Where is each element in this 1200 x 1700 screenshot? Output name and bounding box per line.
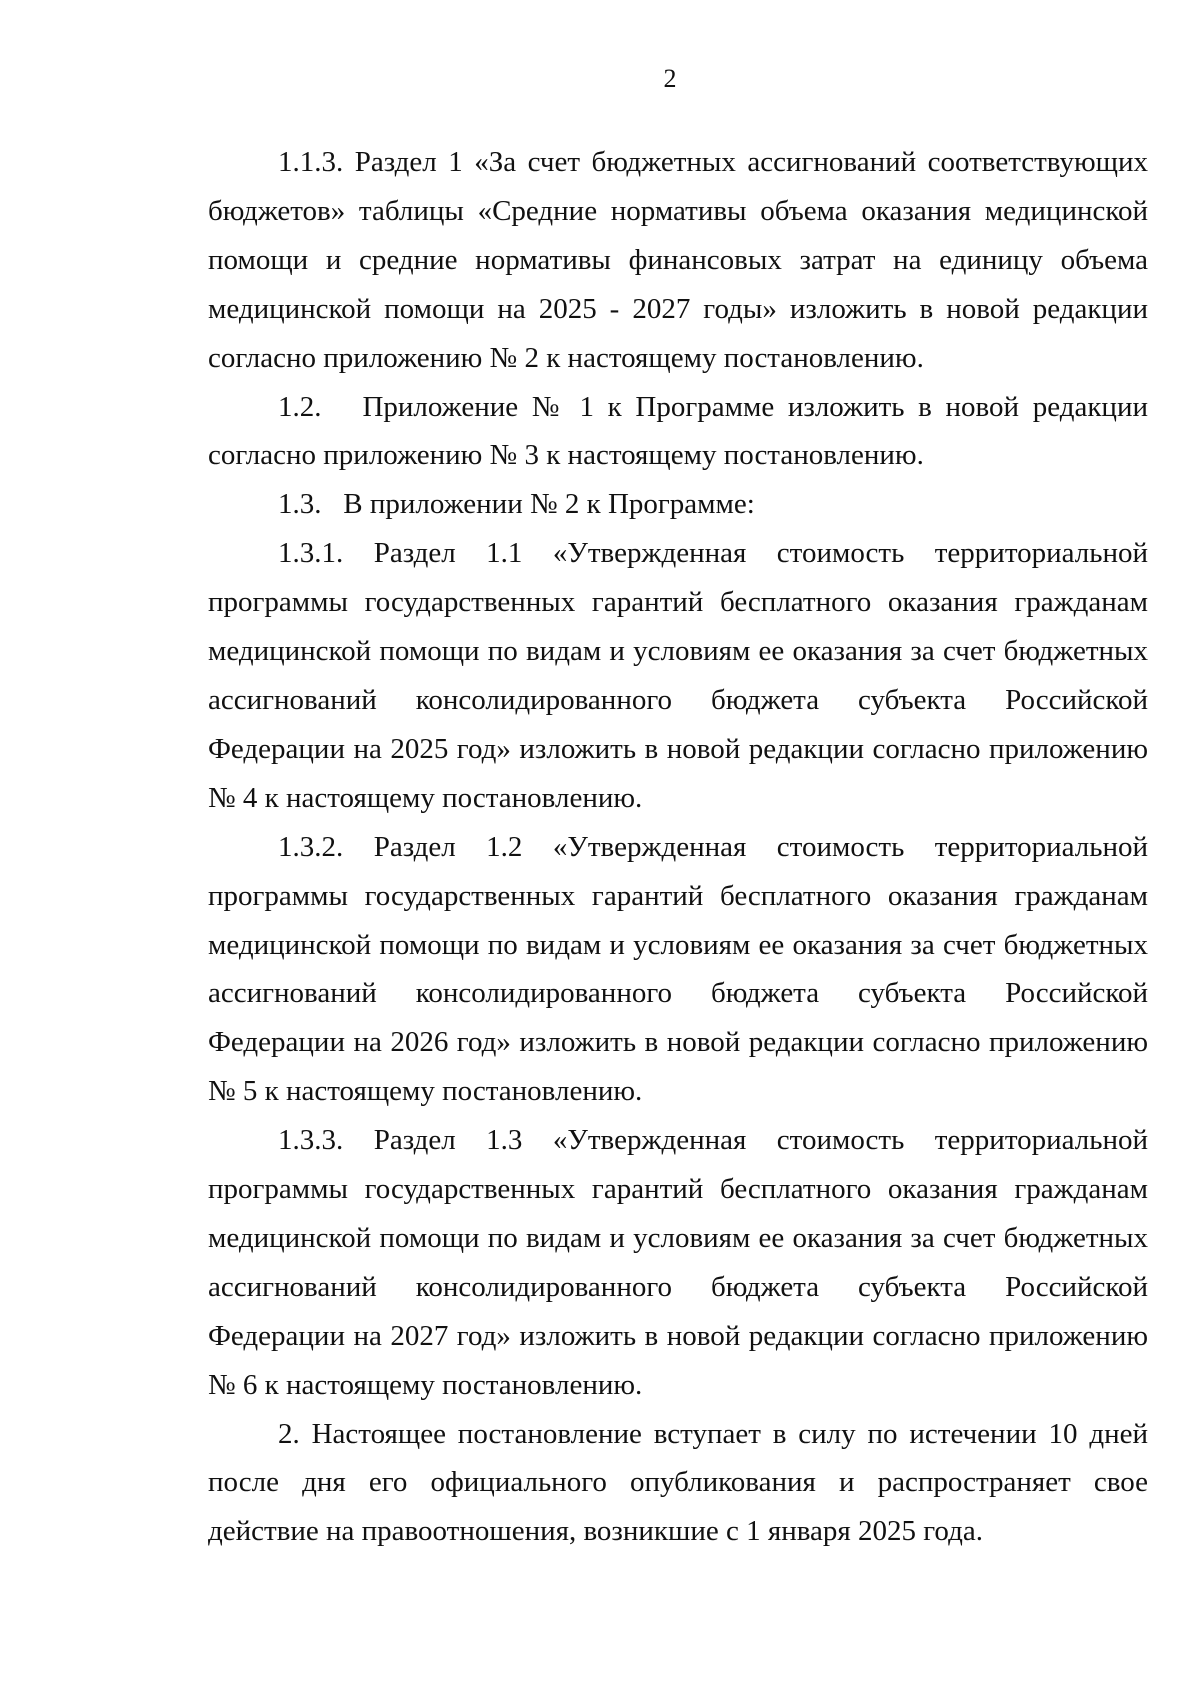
- paragraph-1-3: 1.3. В приложении № 2 к Программе:: [278, 488, 755, 521]
- document-body: [208, 138, 1156, 1556]
- paragraph-1-1-3: 1.1.3. Раздел 1 «За счет бюджетных ассигнований соответствующих бюджетов» таблицы «Средние нормативы объема оказания медицинской помощи и средние нормативы финансовых затрат на единицу объема медицинской помощи на 2025 - 2027 годы» изложить в новой редакции согласно приложению № 2 к настоящему постановлению.: [208, 146, 1148, 374]
- paragraph-1-2: 1.2. Приложение № 1 к Программе изложить в новой редакции согласно приложению № 3 к настоящему постановлению.: [208, 390, 1156, 472]
- paragraph-1-3-3: 1.3.3. Раздел 1.3 «Утвержденная стоимость территориальной программы государственных гарантий бесплатного оказания гражданам медицинской помощи по видам и условиям ее оказания за счет бюджетных ассигнований консолидированного бюджета субъекта Российской Федерации на 2027 год» изложить в новой редакции согласно приложению № 6 к настоящему постановлению.: [208, 1124, 1148, 1401]
- paragraph-1-3-1: 1.3.1. Раздел 1.1 «Утвержденная стоимость территориальной программы государственных гарантий бесплатного оказания гражданам медицинской помощи по видам и условиям ее оказания за счет бюджетных ассигнований консолидированного бюджета субъекта Российской Федерации на 2025 год» изложить в новой редакции согласно приложению № 4 к настоящему постановлению.: [208, 537, 1148, 814]
- paragraph-2: 2. Настоящее постановление вступает в силу по истечении 10 дней после дня его официального опубликования и распространяет свое действие на правоотношения, возникшие с 1 января 2025 года.: [208, 1417, 1148, 1548]
- paragraph-1-3-2: 1.3.2. Раздел 1.2 «Утвержденная стоимость территориальной программы государственных гарантий бесплатного оказания гражданам медицинской помощи по видам и условиям ее оказания за счет бюджетных ассигнований консолидированного бюджета субъекта Российской Федерации на 2026 год» изложить в новой редакции согласно приложению № 5 к настоящему постановлению.: [208, 830, 1148, 1108]
- page-number: 2: [663, 64, 677, 93]
